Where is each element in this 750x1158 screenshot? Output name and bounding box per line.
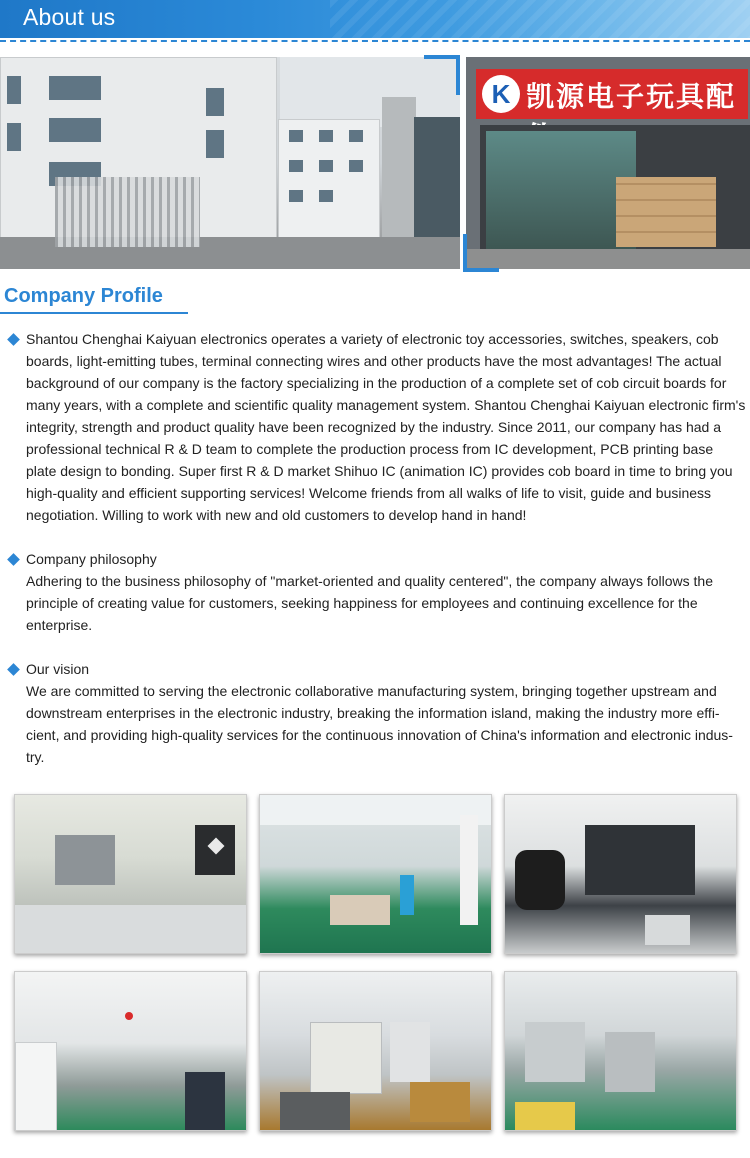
far-building (278, 119, 380, 251)
section-title-underline (0, 312, 188, 314)
shop-floor (466, 249, 750, 269)
banner-dashed-divider (0, 40, 750, 42)
storefront-photo (466, 57, 750, 269)
vision-heading: Our vision (26, 661, 90, 677)
photo-frame-corner (463, 234, 467, 272)
philosophy-heading: Company philosophy (26, 551, 157, 567)
gallery-photo-bonding-machines (14, 794, 247, 954)
diamond-bullet-icon (7, 553, 20, 566)
banner-pattern (330, 0, 750, 38)
shop-window (486, 131, 636, 251)
vision-text: We are committed to serving the electronic collaborative manufacturing system, bringing together upstream and downstream enterprises in the electronic industry, breaking the information island, making the industry more effi- cient, and providing high-quality services for the continuous innovation of China's information and electronic indus- try. (26, 683, 733, 765)
section-title: Company Profile (4, 285, 163, 307)
gallery-photo-production-equipment (259, 971, 492, 1131)
gallery-photo-wiring-workshop (504, 971, 737, 1131)
gate-pillar (382, 97, 416, 257)
diamond-bullet-icon (7, 663, 20, 676)
shop-sign (476, 69, 748, 119)
stacked-boxes (616, 177, 716, 247)
diamond-bullet-icon (7, 333, 20, 346)
photo-frame-corner (463, 268, 499, 272)
company-intro: Shantou Chenghai Kaiyuan electronics operates a variety of electronic toy accessories, switches, speakers, cob boards, light-emitting tubes, terminal connecting wires and other products have the most advantages! The actual background of our company is the factory specializing in the production of a complete set of cob circuit boards for many years, with a complete and scientific quality management system. Shantou Chenghai Kaiyuan electronic firm's integrity, strength and product quality have been recognized by the industry. Since 2011, our company has had a professional technical R & D team to complete the production process from IC development, PCB printing base plate design to bonding. Super first R & D market Shihuo IC (animation IC) provides cob board in time to bring you high-quality and efficient supporting services! Welcome friends from all walks of life to visit, guide and business negotiation. Willing to work with new and old customers to develop hand in hand! (26, 331, 746, 523)
photo-frame-corner (424, 55, 460, 59)
shop-sign-text: 凯源电子玩具配 (526, 81, 737, 112)
header-banner (0, 0, 750, 38)
gallery-photo-workshop (14, 971, 247, 1131)
retractable-gate (55, 177, 200, 247)
gallery-photo-smt-machine (504, 794, 737, 954)
shop-logo: K (482, 75, 520, 113)
guardhouse (414, 117, 460, 257)
philosophy-text: Adhering to the business philosophy of "market-oriented and quality centered", the company always follows the principle of creating value for customers, seeking happiness for employees and continuing excellence for the enterprise. (26, 573, 713, 633)
photo-frame-corner (456, 55, 460, 95)
page-title: About us (23, 4, 116, 30)
factory-gate-photo (0, 57, 460, 269)
gallery-photo-assembly-line (259, 794, 492, 954)
